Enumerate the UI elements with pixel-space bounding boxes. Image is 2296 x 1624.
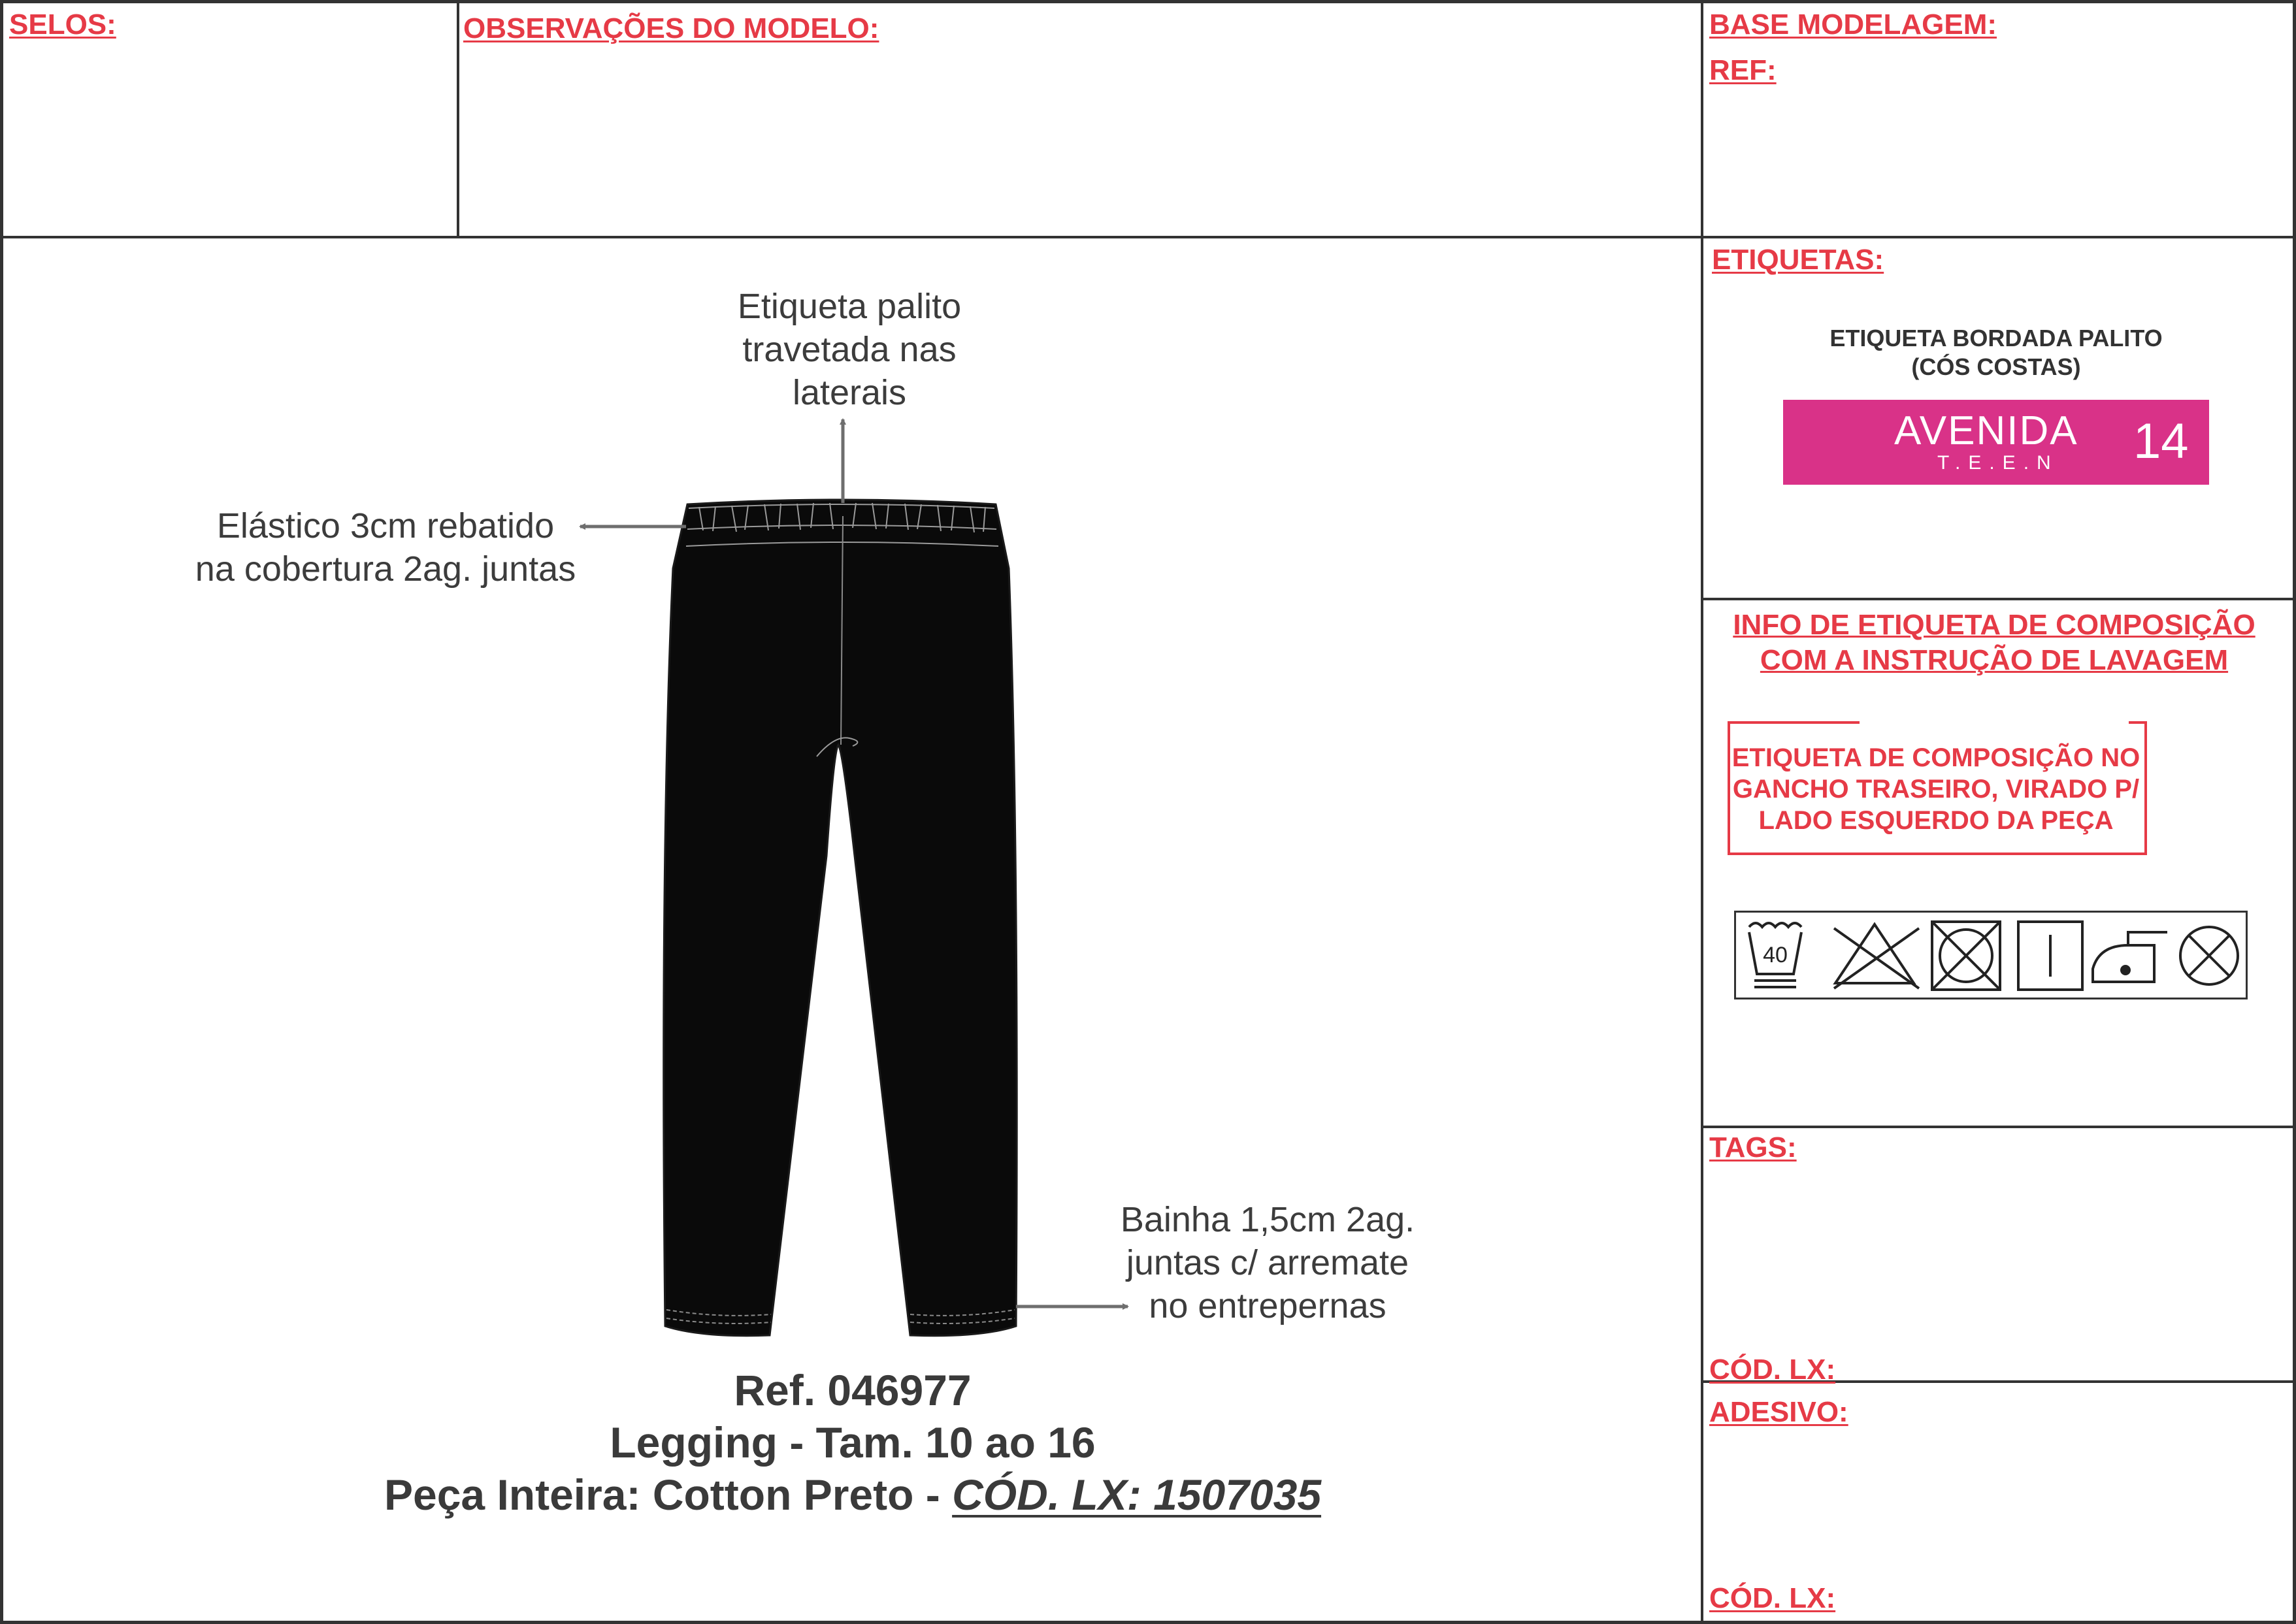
composicao-bottom-divider bbox=[1701, 1126, 2296, 1128]
tags-cod-lx-label: CÓD. LX: bbox=[1709, 1354, 1836, 1386]
iron-low-icon bbox=[2093, 932, 2167, 982]
etiqueta-title bbox=[1816, 324, 2176, 382]
note-line: Bainha 1,5cm 2ag. bbox=[1120, 1200, 1415, 1239]
brand-number: 14 bbox=[2133, 414, 2189, 469]
care-symbols bbox=[1734, 911, 2248, 999]
note-line: Etiqueta palito bbox=[737, 287, 962, 326]
adesivo-cod-lx-label: CÓD. LX: bbox=[1709, 1582, 1836, 1614]
adesivo-header: ADESIVO: bbox=[1709, 1396, 1848, 1428]
fabric-code: CÓD. LX: 1507035 bbox=[952, 1470, 1322, 1519]
composicao-box-line: GANCHO TRASEIRO, VIRADO P/ bbox=[1732, 775, 2140, 804]
reference-block bbox=[196, 1364, 1509, 1521]
ref-header: REF: bbox=[1709, 54, 1777, 86]
note-line: laterais bbox=[792, 373, 907, 412]
composicao-frame-gap bbox=[1860, 717, 2129, 726]
line-dry-icon bbox=[2018, 922, 2082, 990]
no-tumble-dry-icon bbox=[1932, 922, 2000, 990]
composicao-title bbox=[1707, 608, 2282, 678]
base-modelagem-header: BASE MODELAGEM: bbox=[1709, 8, 1997, 41]
product-description: Legging - Tam. 10 ao 16 bbox=[610, 1418, 1096, 1467]
note-line: travetada nas bbox=[742, 330, 957, 369]
legging-silhouette bbox=[664, 500, 1017, 1336]
note-line: Elástico 3cm rebatido bbox=[216, 506, 555, 545]
fabric-prefix: Peça Inteira: Cotton Preto - bbox=[384, 1470, 953, 1519]
note-line: na cobertura 2ag. juntas bbox=[195, 549, 576, 589]
etiqueta-title-line: ETIQUETA BORDADA PALITO bbox=[1829, 325, 2163, 351]
brand-label bbox=[1783, 400, 2209, 485]
composicao-box-line: ETIQUETA DE COMPOSIÇÃO NO bbox=[1731, 743, 2140, 772]
etiqueta-title-line: (CÓS COSTAS) bbox=[1911, 353, 2081, 380]
ref-number: Ref. 046977 bbox=[734, 1366, 972, 1414]
etiqueta-palito-note bbox=[706, 285, 993, 414]
tags-header: TAGS: bbox=[1709, 1131, 1797, 1163]
brand-sub: T.E.E.N bbox=[1937, 452, 2059, 474]
brand-name: AVENIDA bbox=[1894, 408, 2078, 453]
etiquetas-header: ETIQUETAS: bbox=[1712, 244, 1884, 276]
bainha-note bbox=[1104, 1198, 1431, 1327]
elastico-note bbox=[176, 504, 595, 591]
fabric-line bbox=[196, 1469, 1509, 1521]
note-line: no entrepernas bbox=[1149, 1286, 1386, 1325]
composicao-box-text bbox=[1728, 742, 2144, 836]
wash-temp-label: 40 bbox=[1763, 943, 1788, 967]
observacoes-header: OBSERVAÇÕES DO MODELO: bbox=[463, 12, 879, 44]
no-bleach-icon bbox=[1834, 924, 1919, 988]
composicao-box-line: LADO ESQUERDO DA PEÇA bbox=[1758, 806, 2114, 835]
composicao-title-line: INFO DE ETIQUETA DE COMPOSIÇÃO bbox=[1733, 609, 2255, 641]
composicao-title-line: COM A INSTRUÇÃO DE LAVAGEM bbox=[1760, 644, 2229, 676]
note-line: juntas c/ arremate bbox=[1126, 1243, 1409, 1282]
selos-header: SELOS: bbox=[9, 8, 116, 41]
no-dry-clean-icon bbox=[2180, 927, 2238, 984]
wash-40-icon bbox=[1749, 923, 1801, 987]
etiquetas-bottom-divider bbox=[1701, 598, 2296, 600]
